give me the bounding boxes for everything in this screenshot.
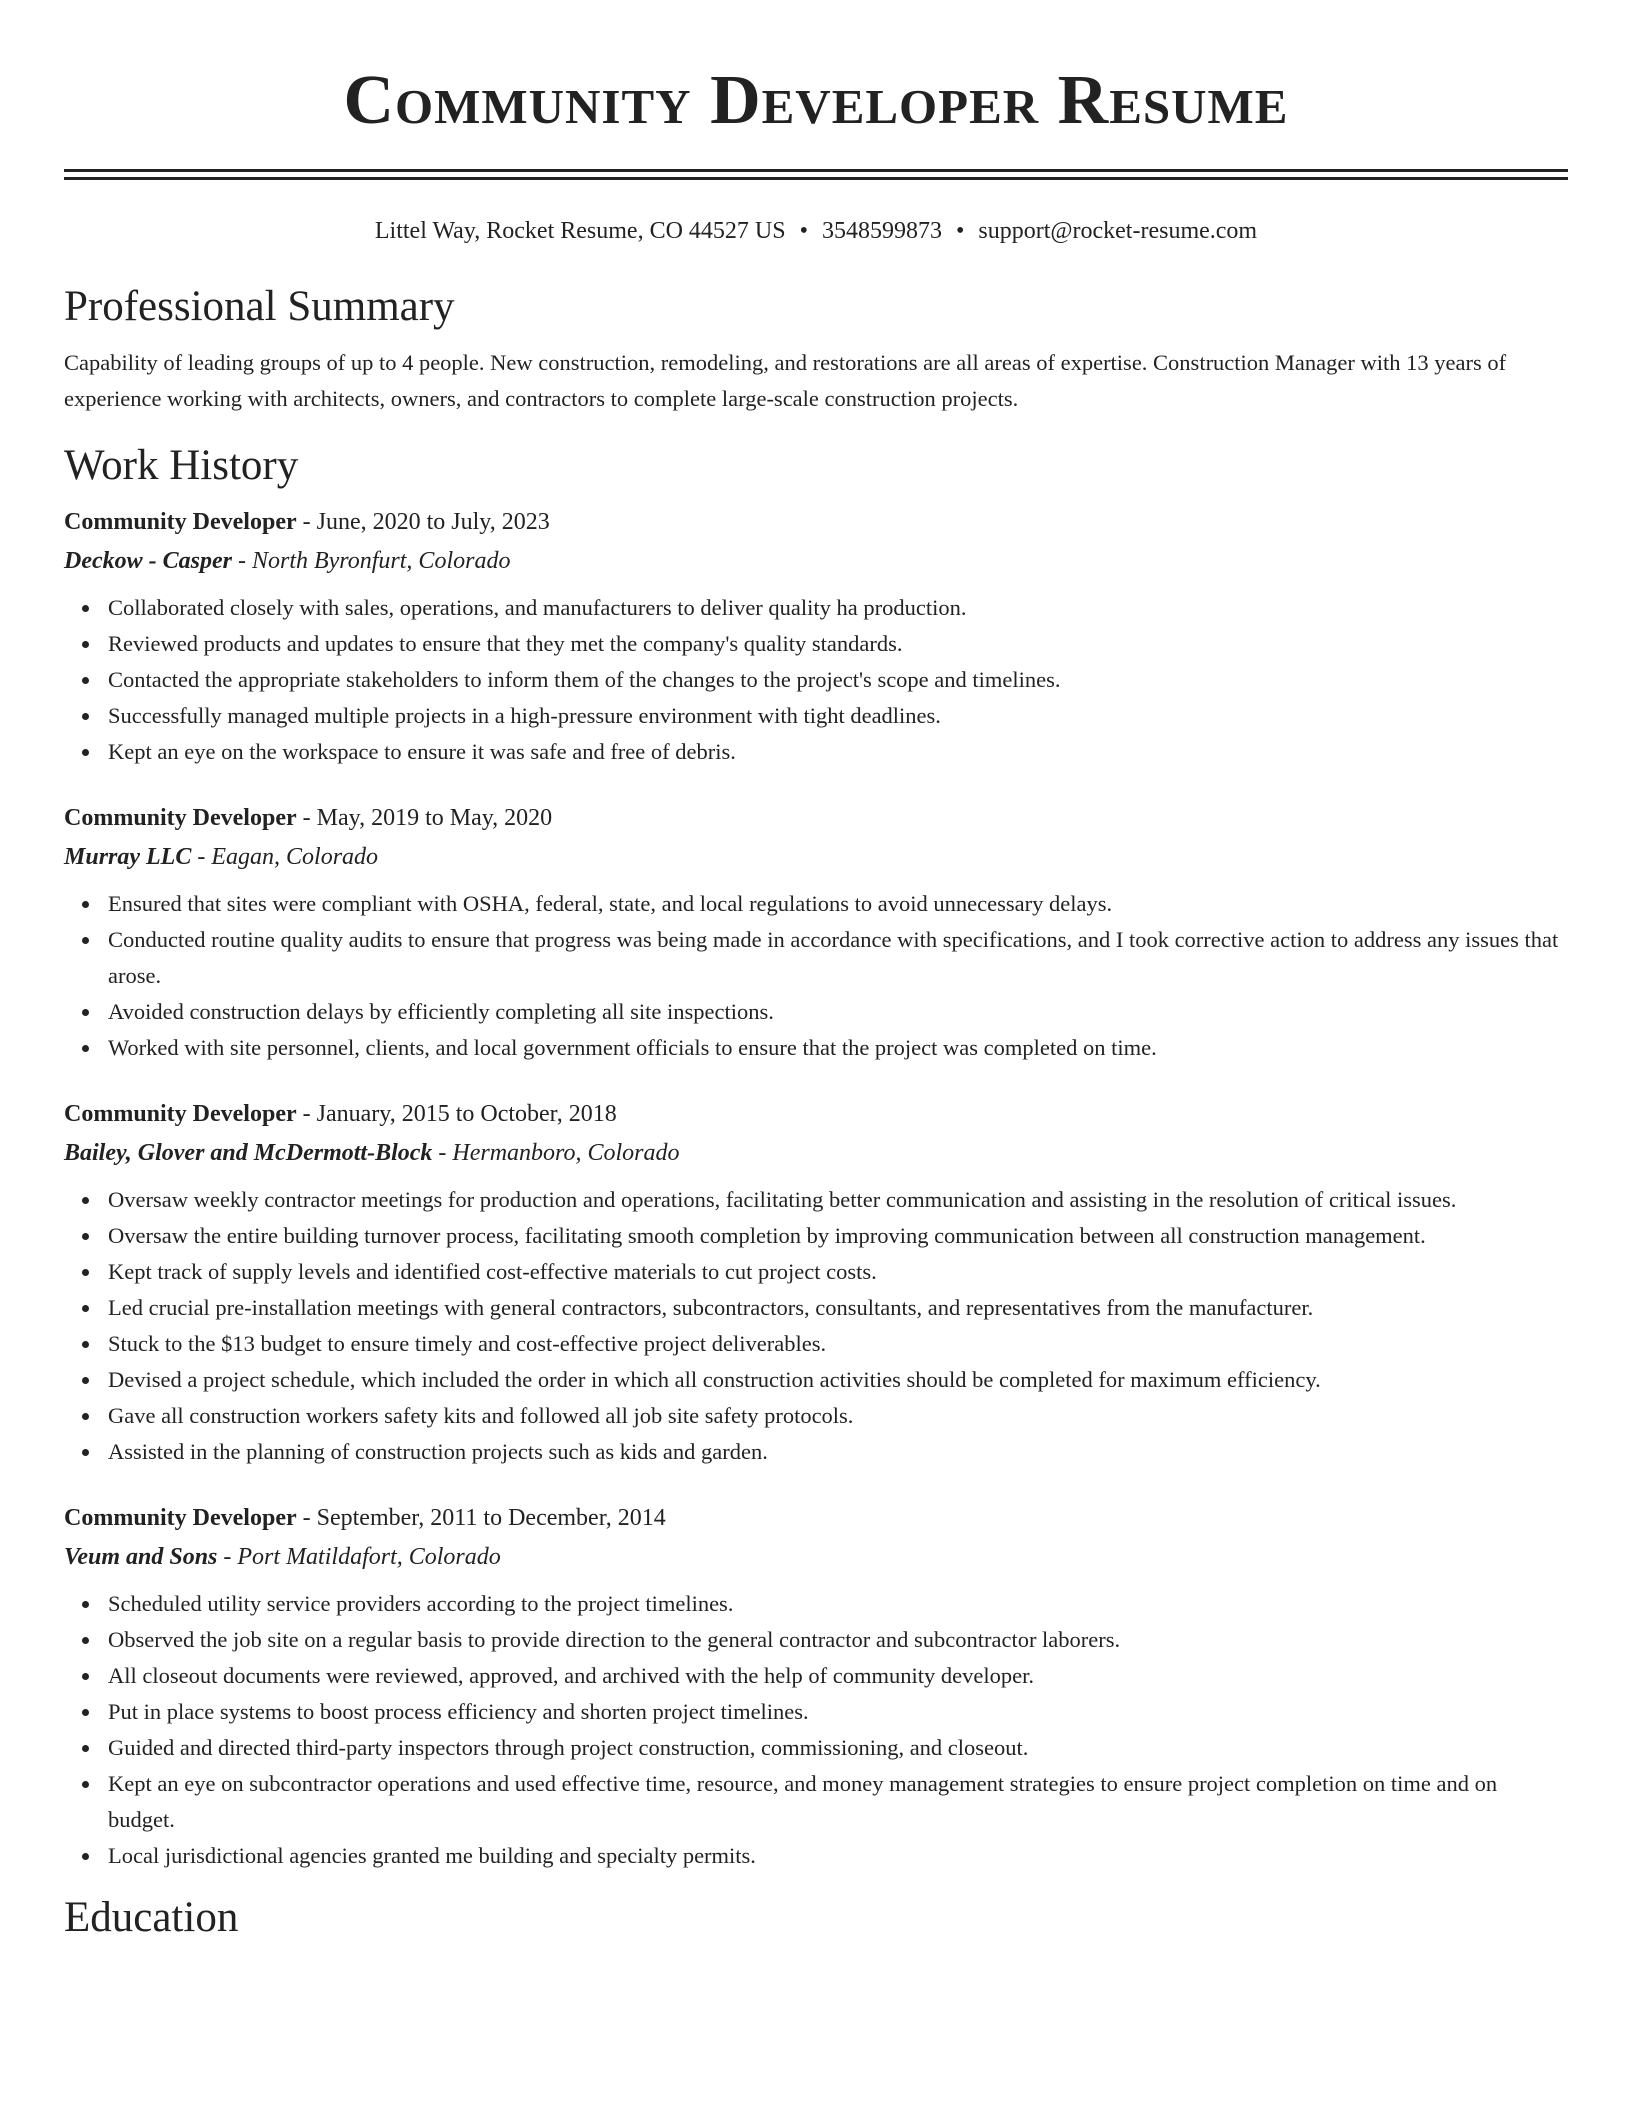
list-item: Scheduled utility service providers according to the project timelines.: [108, 1586, 1568, 1622]
list-item: Avoided construction delays by efficiently completing all site inspections.: [108, 994, 1568, 1030]
job-company-line: [64, 1538, 1568, 1576]
list-item: Kept an eye on subcontractor operations and used effective time, resource, and money management strategies to ensure project completion on time and on budget.: [108, 1766, 1568, 1838]
job-role: Community Developer: [64, 805, 297, 831]
list-item: Oversaw weekly contractor meetings for production and operations, facilitating better communication and assisting in the resolution of critical issues.: [108, 1182, 1568, 1218]
job-duties-list: [64, 590, 1568, 770]
job-title-line: [64, 1094, 1568, 1134]
job-company-line: [64, 1134, 1568, 1172]
job-company: Bailey, Glover and McDermott-Block: [64, 1140, 433, 1166]
job-company-line: [64, 838, 1568, 876]
job-dates: - September, 2011 to December, 2014: [296, 1505, 666, 1531]
job-dates: - June, 2020 to July, 2023: [296, 509, 550, 535]
job-company: Murray LLC: [64, 844, 192, 870]
job-title-line: [64, 1498, 1568, 1538]
job-duties-list: [64, 1586, 1568, 1874]
list-item: Contacted the appropriate stakeholders to inform them of the changes to the project's scope and timelines.: [108, 662, 1568, 698]
summary-heading: Professional Summary: [64, 283, 455, 330]
job-location: - North Byronfurt, Colorado: [231, 548, 511, 574]
list-item: Guided and directed third-party inspectors through project construction, commissioning, and closeout.: [108, 1730, 1568, 1766]
list-item: Led crucial pre-installation meetings with general contractors, subcontractors, consultants, and representatives from the manufacturer.: [108, 1290, 1568, 1326]
job-role: Community Developer: [64, 1505, 297, 1531]
job-location: - Port Matildafort, Colorado: [217, 1544, 501, 1570]
list-item: Conducted routine quality audits to ensure that progress was being made in accordance with specifications, and I took corrective action to address any issues that arose.: [108, 922, 1568, 994]
job-duties-list: [64, 886, 1568, 1066]
list-item: Successfully managed multiple projects in a high-pressure environment with tight deadlines.: [108, 698, 1568, 734]
contact-separator: •: [799, 218, 808, 244]
job-location: - Hermanboro, Colorado: [432, 1140, 680, 1166]
list-item: Local jurisdictional agencies granted me building and specialty permits.: [108, 1838, 1568, 1874]
job-company: Deckow - Casper: [64, 548, 232, 574]
list-item: Devised a project schedule, which included the order in which all construction activities should be completed for maximum efficiency.: [108, 1362, 1568, 1398]
contact-separator: •: [956, 218, 965, 244]
job-title-line: [64, 798, 1568, 838]
list-item: Oversaw the entire building turnover process, facilitating smooth completion by improving communication between all construction management.: [108, 1218, 1568, 1254]
job-role: Community Developer: [64, 1101, 297, 1127]
list-item: Gave all construction workers safety kits and followed all job site safety protocols.: [108, 1398, 1568, 1434]
list-item: All closeout documents were reviewed, approved, and archived with the help of community developer.: [108, 1658, 1568, 1694]
job-entry: [64, 502, 1568, 770]
job-dates: - May, 2019 to May, 2020: [296, 805, 553, 831]
work-history-heading: Work History: [64, 442, 299, 489]
job-company: Veum and Sons: [64, 1544, 218, 1570]
contact-phone: 3548599873: [822, 218, 942, 244]
job-entry: [64, 1498, 1568, 1874]
list-item: Worked with site personnel, clients, and local government officials to ensure that the project was completed on time.: [108, 1030, 1568, 1066]
job-company-line: [64, 542, 1568, 580]
job-entry: [64, 798, 1568, 1066]
contact-email: support@rocket-resume.com: [978, 218, 1258, 244]
list-item: Reviewed products and updates to ensure that they met the company's quality standards.: [108, 626, 1568, 662]
list-item: Assisted in the planning of construction projects such as kids and garden.: [108, 1434, 1568, 1470]
list-item: Ensured that sites were compliant with OSHA, federal, state, and local regulations to avoid unnecessary delays.: [108, 886, 1568, 922]
list-item: Observed the job site on a regular basis to provide direction to the general contractor and subcontractor laborers.: [108, 1622, 1568, 1658]
work-history-list: [64, 502, 1568, 1874]
list-item: Put in place systems to boost process efficiency and shorten project timelines.: [108, 1694, 1568, 1730]
education-heading: Education: [64, 1894, 239, 1941]
summary-text: Capability of leading groups of up to 4 people. New construction, remodeling, and restorations are all areas of expertise. Construction Manager with 13 years of experience working with architects, owners, and contractors to complete large-scale construction projects.: [64, 350, 1507, 411]
resume-title: Community Developer Resume: [343, 62, 1289, 139]
job-location: - Eagan, Colorado: [191, 844, 379, 870]
list-item: Collaborated closely with sales, operations, and manufacturers to deliver quality ha production.: [108, 590, 1568, 626]
contact-line: [64, 215, 1568, 247]
job-title-line: [64, 502, 1568, 542]
list-item: Kept an eye on the workspace to ensure it was safe and free of debris.: [108, 734, 1568, 770]
list-item: Kept track of supply levels and identified cost-effective materials to cut project costs.: [108, 1254, 1568, 1290]
job-duties-list: [64, 1182, 1568, 1470]
title-divider: [64, 169, 1568, 180]
job-role: Community Developer: [64, 509, 297, 535]
contact-address: Littel Way, Rocket Resume, CO 44527 US: [374, 218, 786, 244]
job-entry: [64, 1094, 1568, 1470]
job-dates: - January, 2015 to October, 2018: [296, 1101, 617, 1127]
list-item: Stuck to the $13 budget to ensure timely and cost-effective project deliverables.: [108, 1326, 1568, 1362]
